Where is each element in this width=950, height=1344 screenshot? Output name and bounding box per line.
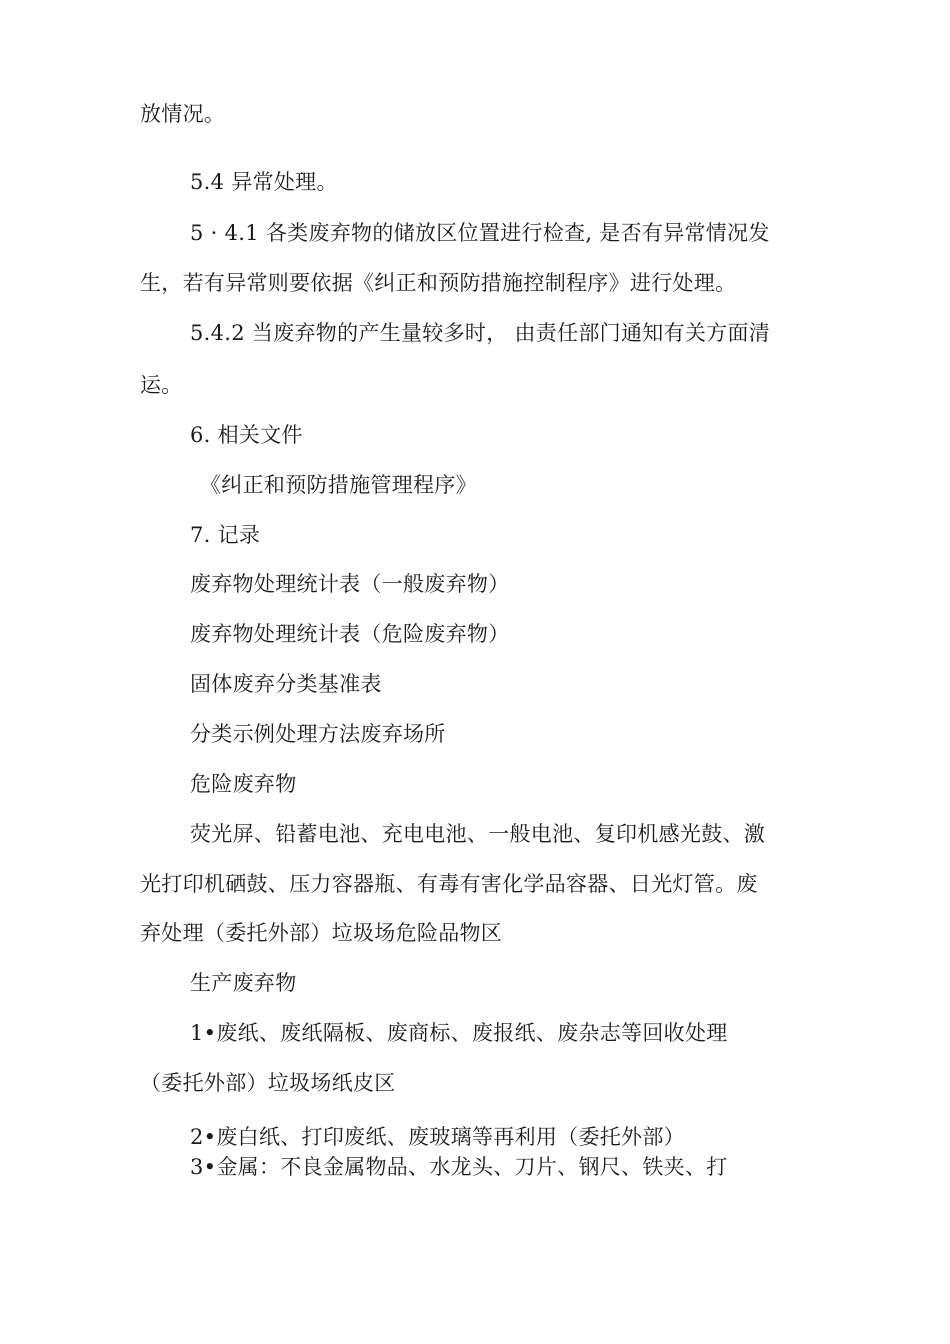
record-item-1: 废弃物处理统计表（一般废弃物） — [190, 572, 510, 596]
section-heading-7: 7. 记录 — [190, 523, 261, 547]
production-item-3: 3•金属：不良金属物品、水龙头、刀片、钢尺、铁夹、打 — [190, 1155, 728, 1179]
text-line-5-4-1-cont: 生，若有异常则要依据《纠正和预防措施控制程序》进行处理。 — [140, 271, 737, 295]
text-line-1: 放情况。 — [140, 102, 226, 126]
text-line-5-4-1: 5 · 4.1 各类废弃物的储放区位置进行检查, 是否有异常情况发 — [190, 221, 770, 245]
hazardous-text-2: 光打印机硒鼓、压力容器瓶、有毒有害化学品容器、日光灯管。废 — [140, 872, 758, 896]
production-item-1-cont: （委托外部）垃圾场纸皮区 — [140, 1071, 396, 1095]
production-item-2: 2•废白纸、打印废纸、废玻璃等再利用（委托外部） — [190, 1125, 685, 1149]
text-line-5-4-2: 5.4.2 当废弃物的产生量较多时， 由责任部门通知有关方面清 — [190, 321, 771, 345]
table-header-line: 分类示例处理方法废弃场所 — [190, 722, 446, 746]
record-item-2: 废弃物处理统计表（危险废弃物） — [190, 622, 510, 646]
section-heading-5-4: 5.4 异常处理。 — [190, 170, 338, 194]
category-production: 生产废弃物 — [190, 971, 297, 995]
hazardous-text-1: 荧光屏、铅蓄电池、充电电池、一般电池、复印机感光鼓、激 — [190, 822, 766, 846]
text-line-5-4-2-cont: 运。 — [140, 373, 183, 397]
production-item-1: 1•废纸、废纸隔板、废商标、废报纸、废杂志等回收处理 — [190, 1021, 728, 1045]
category-hazardous: 危险废弃物 — [190, 772, 297, 796]
related-document: 《纠正和预防措施管理程序》 — [200, 473, 477, 497]
hazardous-text-3: 弃处理（委托外部）垃圾场危险品物区 — [140, 921, 503, 945]
section-heading-6: 6. 相关文件 — [190, 423, 303, 447]
record-item-3: 固体废弃分类基准表 — [190, 672, 382, 696]
